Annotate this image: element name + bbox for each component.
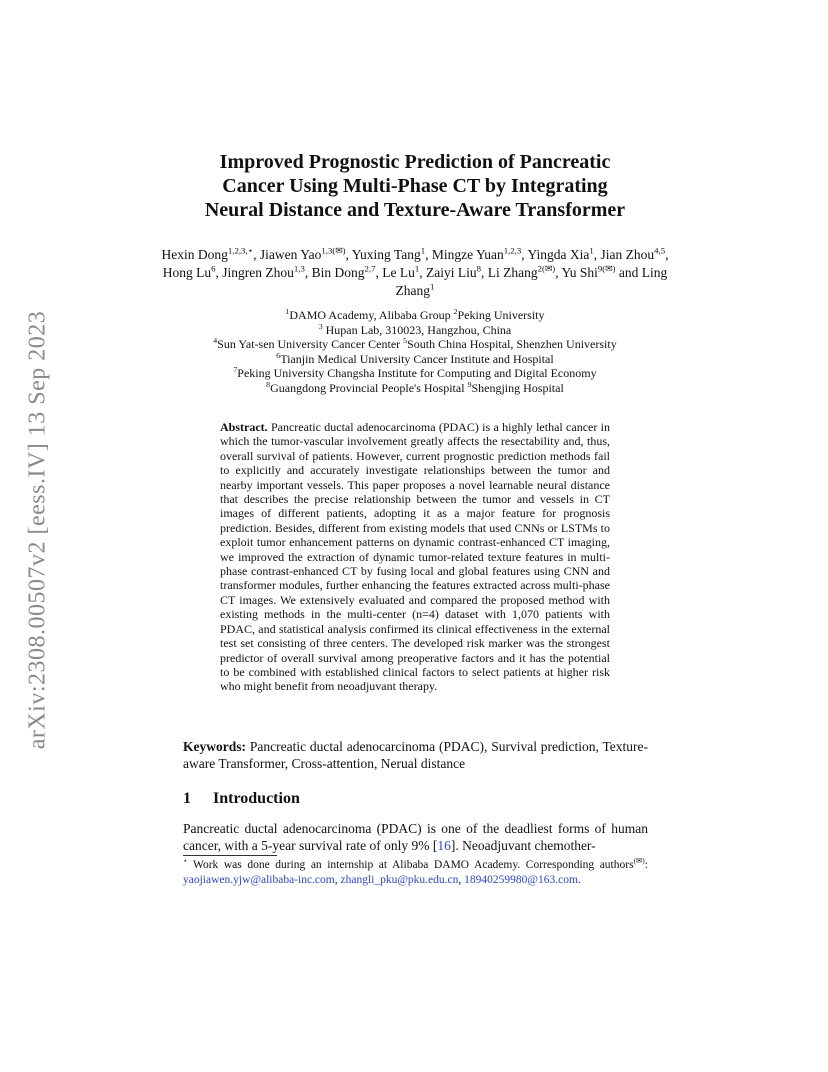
- author-name: Jiawen Yao: [259, 247, 322, 262]
- footnote-end: .: [577, 873, 581, 886]
- footnote-text: Work was done during an internship at Alibaba DAMO Academy. Corresponding authors: [193, 859, 634, 871]
- author-name: Zaiyi Liu: [426, 265, 477, 280]
- keywords-label: Keywords:: [183, 739, 246, 754]
- affiliation-name: Sun Yat-sen University Cancer Center: [217, 337, 404, 351]
- author-affiliation-marker: 1: [420, 245, 426, 256]
- author-affiliation-marker: 1,2,3,⋆: [227, 245, 254, 256]
- author-affiliation-marker: 1,3: [293, 263, 305, 274]
- author-affiliation-marker: 1: [430, 281, 435, 292]
- intro-text-1: Pancreatic ductal adenocarcinoma (PDAC) is one of the deadliest forms of human cancer, with a 5-year survival rate of only 9% [: [183, 821, 648, 853]
- footnote-marker: ⋆: [183, 856, 188, 866]
- affiliation-number: 5: [403, 336, 408, 345]
- arxiv-sidebar: [14, 280, 62, 780]
- affiliation-line: [150, 352, 680, 367]
- affiliation-name: Guangdong Provincial People's Hospital: [270, 380, 468, 395]
- author-name: Jingren Zhou: [222, 265, 294, 280]
- email-link-1[interactable]: yaojiawen.yjw@alibaba-inc.com: [183, 873, 335, 886]
- affiliations: [150, 308, 680, 395]
- section-title: Introduction: [213, 790, 300, 807]
- affiliation-name: South China Hospital, Shenzhen University: [407, 337, 617, 351]
- footnote: [183, 858, 648, 887]
- section-number: 1: [183, 790, 191, 807]
- affiliation-number: 6: [276, 350, 281, 360]
- footnote-colon: :: [644, 859, 648, 871]
- abstract: [220, 420, 610, 694]
- paper-title: [120, 150, 710, 222]
- affiliation-name: Shengjing Hospital: [471, 380, 564, 395]
- affiliation-name: Hupan Lab, 310023, Hangzhou, China: [322, 322, 512, 337]
- author-name: Mingze Yuan: [431, 247, 504, 262]
- affiliation-number: 1: [285, 307, 290, 316]
- arxiv-identifier: arXiv:2308.00507v2 [eess.IV] 13 Sep 2023: [24, 310, 51, 750]
- author-affiliation-marker: 1,2,3: [503, 245, 522, 256]
- email-separator-1: ,: [334, 873, 341, 886]
- author-affiliation-marker: 2(✉): [537, 263, 556, 274]
- author-name: Yingda Xia: [527, 247, 590, 262]
- affiliation-name: Peking University Changsha Institute for Computing and Digital Economy: [237, 366, 597, 380]
- citation-link[interactable]: 16: [437, 838, 451, 853]
- affiliation-number: 9: [467, 379, 472, 389]
- author-affiliation-marker: 1: [414, 263, 420, 274]
- affiliation-name: Peking University: [457, 308, 545, 322]
- author-affiliation-marker: 2,7: [364, 263, 376, 274]
- author-name: Yuxing Tang: [351, 247, 421, 262]
- author-connector: and: [618, 265, 639, 280]
- author-name: Hong Lu: [162, 265, 212, 280]
- author-name: Jian Zhou: [600, 247, 655, 262]
- email-separator-2: ,: [458, 873, 465, 886]
- author-name: Li Zhang: [487, 265, 538, 280]
- affiliation-number: 3: [318, 321, 323, 331]
- affiliation-name: DAMO Academy, Alibaba Group: [289, 308, 454, 322]
- email-link-2[interactable]: zhangli_pku@pku.edu.cn: [340, 873, 459, 886]
- abstract-label: Abstract.: [220, 420, 268, 434]
- affiliation-number: 4: [213, 336, 218, 345]
- affiliation-line: [150, 337, 680, 352]
- affiliation-line: [150, 381, 680, 396]
- affiliation-line: [150, 308, 680, 323]
- author-name: Yu Shi: [561, 265, 598, 280]
- intro-text-2: ]. Neoadjuvant chemother-: [450, 838, 596, 853]
- intro-paragraph: [183, 820, 648, 854]
- affiliation-number: 7: [233, 365, 238, 374]
- author-affiliation-marker: 8: [476, 263, 482, 274]
- title-line-2: Cancer Using Multi-Phase CT by Integrating: [222, 175, 608, 197]
- author-name: Bin Dong: [311, 265, 365, 280]
- affiliation-line: [150, 366, 680, 381]
- author-name: Hexin Dong: [161, 247, 228, 262]
- keywords-text: Pancreatic ductal adenocarcinoma (PDAC), Survival prediction, Texture-aware Transformer, Cross-attention, Nerual distance: [183, 739, 649, 771]
- keywords: [183, 738, 648, 772]
- affiliation-name: Tianjin Medical University Cancer Institute and Hospital: [280, 351, 554, 366]
- affiliation-number: 8: [266, 379, 271, 389]
- author-affiliation-marker: 9(✉): [597, 263, 616, 274]
- author-affiliation-marker: 1: [589, 245, 594, 256]
- affiliation-line: [150, 323, 680, 338]
- author-affiliation-marker: 1,3(✉): [321, 245, 346, 256]
- author-name: Le Lu: [382, 265, 415, 280]
- affiliation-number: 2: [453, 307, 458, 316]
- author-name: Ling Zhang: [395, 265, 668, 298]
- title-line-3: Neural Distance and Texture-Aware Transformer: [204, 199, 626, 221]
- section-heading: [183, 789, 648, 809]
- author-affiliation-marker: 6: [211, 263, 216, 274]
- author-affiliation-marker: 4,5: [654, 245, 666, 256]
- mail-icon: (✉): [633, 856, 645, 866]
- abstract-text: Pancreatic ductal adenocarcinoma (PDAC) is a highly lethal cancer in which the tumor-vascular involvement greatly affects the resectability and, thus, overall survival of patients. However, current prognostic prediction methods fail to explicitly and accurately investigate relationships between the tumor and nearby important vessels. This paper proposes a novel learnable neural distance that describes the precise relationship between the tumor and vessels in CT images of different patients, adopting it as a major feature for prognosis prediction. Besides, different from existing models that used CNNs or LSTMs to exploit tumor enhancement patterns on dynamic contrast-enhanced CT imaging, we improved the extraction of dynamic tumor-related texture features in multi-phase contrast-enhanced CT by fusing local and global features using CNN and transformer modules, further enhancing the features extracted across multi-phase CT images. We extensively evaluated and compared the proposed method with existing methods in the multi-center (n=4) dataset with 1,070 patients with PDAC, and statistical analysis confirmed its clinical effectiveness in the external test set consisting of three centers. The developed risk marker was the strongest predictor of overall survival among preoperative factors and it has the potential to be combined with established clinical factors to select patients at higher risk who might benefit from neoadjuvant therapy.: [220, 420, 611, 694]
- author-list: Hexin Dong$^{1,2,3,⋆}$, Jiawen Yao$^{1,3(✉)}$, Yuxing Tang$^1$, Mingze Yuan$^{1,2,3}$, Yingda Xia$^1$, Jian Zhou$^{4,5}$, Hong Lu$^6$, Jingren Zhou$^{1,3}$, Bin Dong$^{2,7}$, Le Lu$^1$, Zaiyi Liu$^8$, Li Zhang$^{2(✉)}$, Yu Shi$^{9(✉)}$ and Ling Zhang$^1$: [161, 245, 669, 298]
- title-line-1: Improved Prognostic Prediction of Pancreatic: [219, 151, 611, 173]
- footnote-rule: [183, 855, 277, 856]
- email-link-3[interactable]: 18940259980@163.com: [464, 873, 578, 886]
